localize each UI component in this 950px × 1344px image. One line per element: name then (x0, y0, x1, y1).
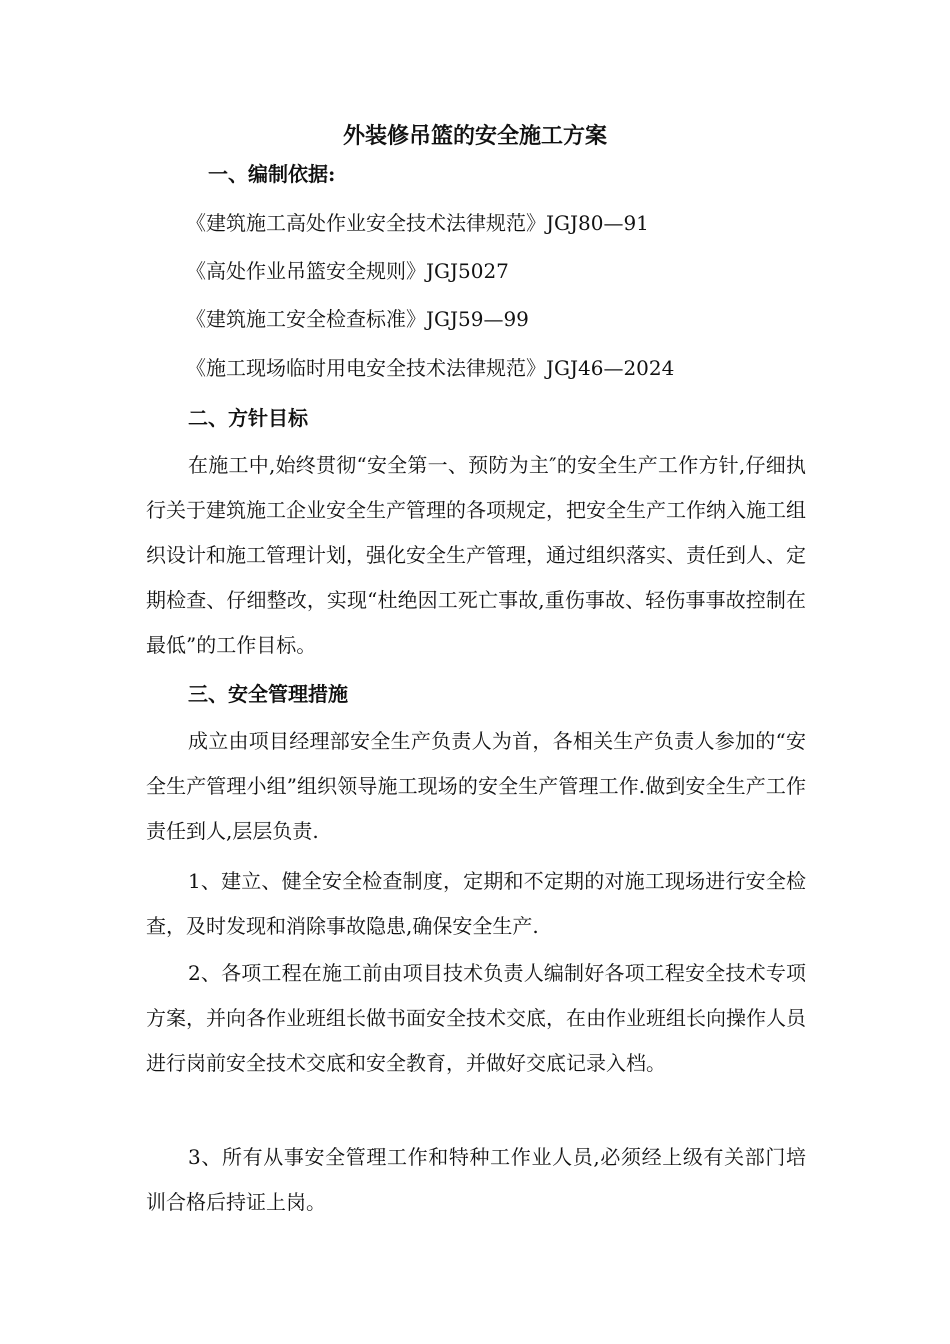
reference-item: 《建筑施工安全检查标准》JGJ59—99 (186, 307, 529, 331)
paragraph-item-1: 1、建立、健全安全检查制度，定期和不定期的对施工现场进行安全检查，及时发现和消除事故隐患,确保安全生产. (146, 869, 806, 938)
reference-item: 《施工现场临时用电安全技术法律规范》JGJ46—2024 (186, 356, 675, 380)
paragraph-item-3: 3、所有从事安全管理工作和特种工作业人员,必须经上级有关部门培训合格后持证上岗。 (146, 1145, 806, 1214)
paragraph-item-2: 2、各项工程在施工前由项目技术负责人编制好各项工程安全技术专项方案，并向各作业班组长做书面安全技术交底，在由作业班组长向操作人员进行岗前安全技术交底和安全教育，并做好交底记录入档。 (146, 961, 806, 1075)
section-heading-measures: 三、安全管理措施 (188, 682, 348, 706)
paragraph-goals: 在施工中,始终贯彻“安全第一、预防为主″的安全生产工作方针,仔细执行关于建筑施工企业安全生产管理的各项规定，把安全生产工作纳入施工组织设计和施工管理计划，强化安全生产管理，通过组织落实、责任到人、定期检查、仔细整改，实现“杜绝因工死亡事故,重伤事故、轻伤事事故控制在最低”的工作目标。 (146, 453, 806, 657)
reference-item: 《建筑施工高处作业安全技术法律规范》JGJ80—91 (186, 211, 649, 235)
paragraph-organization: 成立由项目经理部安全生产负责人为首，各相关生产负责人参加的“安全生产管理小组”组织领导施工现场的安全生产管理工作.做到安全生产工作责任到人,层层负责. (146, 729, 806, 843)
reference-item: 《高处作业吊篮安全规则》JGJ5027 (186, 259, 509, 283)
document-title: 外装修吊篮的安全施工方案 (342, 123, 607, 149)
section-heading-goals: 二、方针目标 (188, 406, 308, 430)
section-heading-basis: 一、编制依据: (208, 162, 336, 186)
